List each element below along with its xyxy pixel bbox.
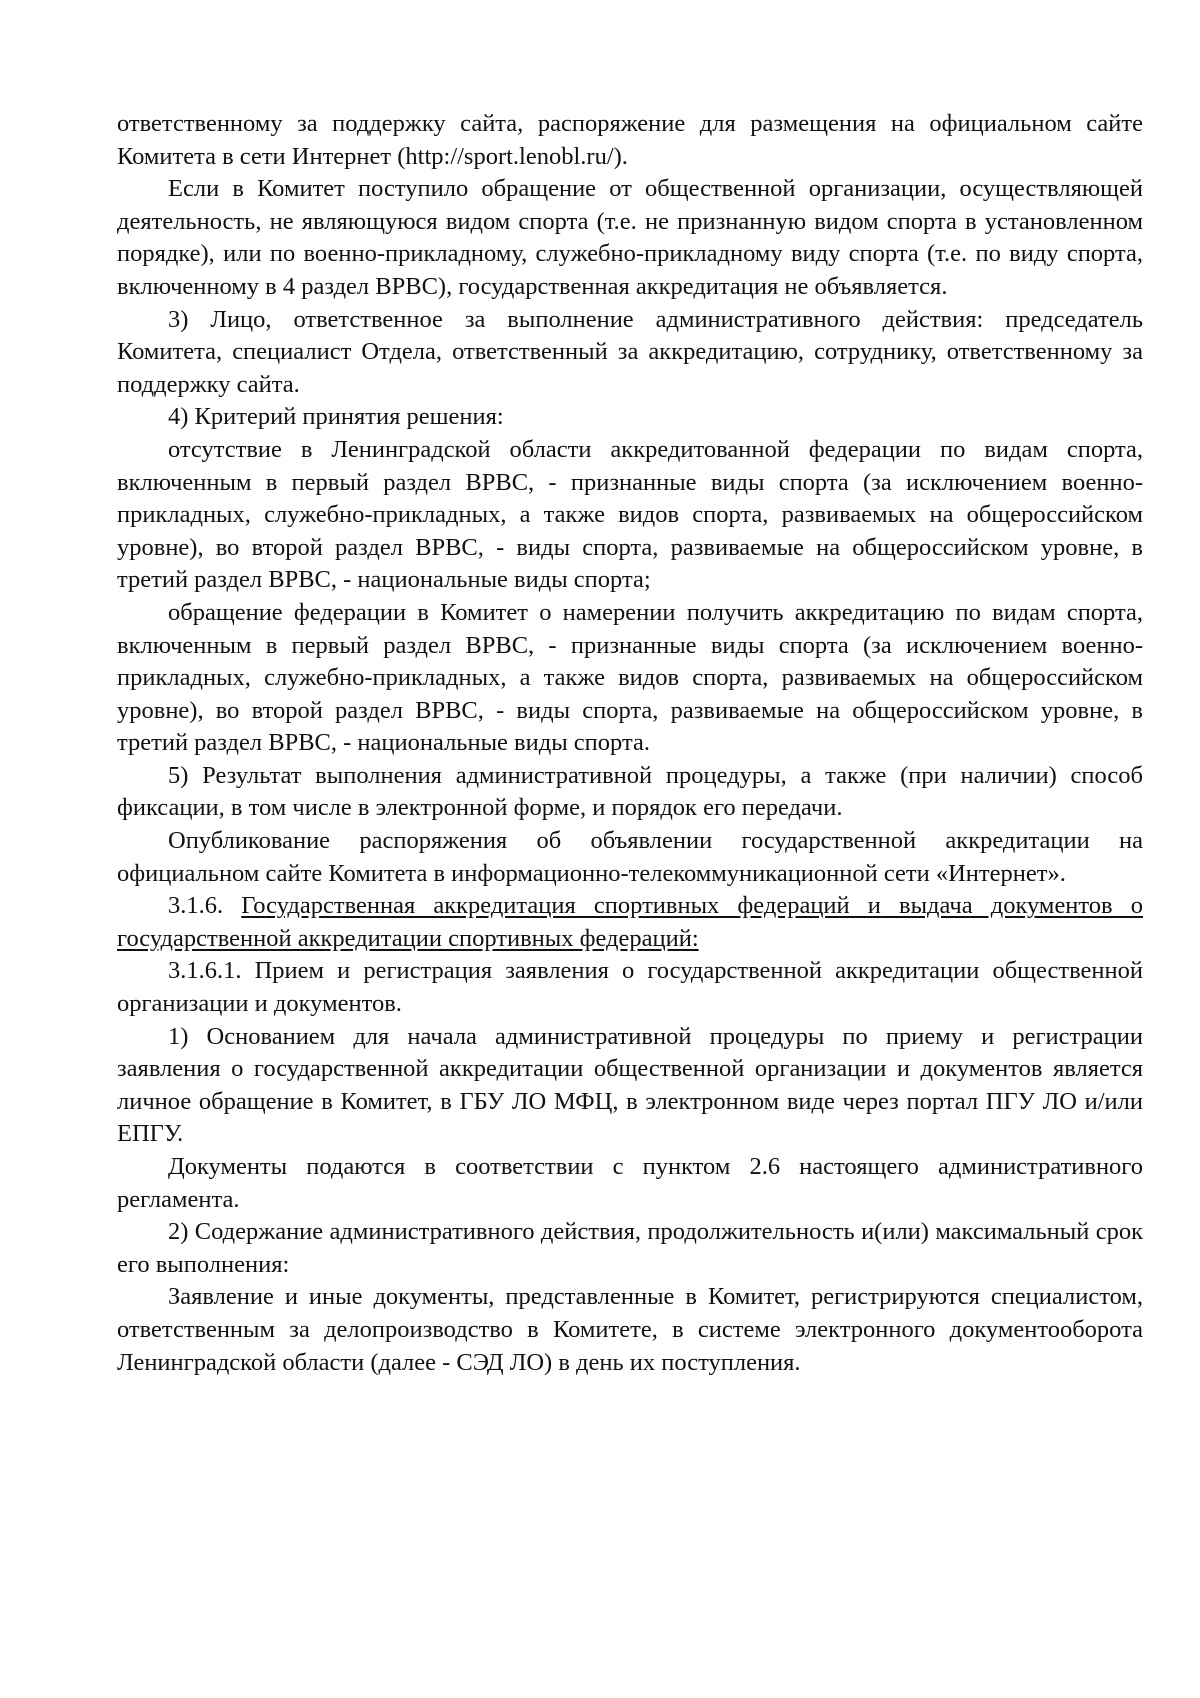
- section-title: Государственная аккредитация спортивных федераций и выдача документов о государственной аккредитации спортивных федераций:: [117, 892, 1144, 952]
- paragraph-registration: Заявление и иные документы, представленные в Комитет, регистрируются специалистом, ответственным за делопроизводство в Комитете, в системе электронного документооборота Ленинградской области (далее - СЭД ЛО) в день их поступления.: [117, 1283, 1143, 1376]
- document-page: [117, 108, 1143, 1379]
- paragraph-action-content: 2) Содержание административного действия, продолжительность и(или) максимальный срок его выполнения:: [117, 1218, 1143, 1278]
- paragraph-continuation: ответственному за поддержку сайта, распоряжение для размещения на официальном сайте Комитета в сети Интернет (http://sport.lenobl.ru/).: [117, 110, 1143, 170]
- section-heading-3-1-6: [117, 890, 1143, 955]
- paragraph-responsible-person: 3) Лицо, ответственное за выполнение административного действия: председатель Комитета, специалист Отдела, ответственный за аккредитацию, сотруднику, ответственному за поддержку сайта.: [117, 305, 1143, 398]
- paragraph-basis: 1) Основанием для начала административной процедуры по приему и регистрации заявления о государственной аккредитации общественной организации и документов является личное обращение в Комитет, в ГБУ ЛО МФЦ, в электронном виде через портал ПГУ ЛО и/или ЕПГУ.: [117, 1022, 1143, 1148]
- paragraph-result: 5) Результат выполнения административной процедуры, а также (при наличии) способ фиксации, в том числе в электронной форме, и порядок его передачи.: [117, 761, 1143, 822]
- paragraph-publication: Опубликование распоряжения об объявлении государственной аккредитации на официальном сайте Комитета в информационно-телекоммуникационной сети «Интернет».: [117, 827, 1143, 887]
- paragraph-3-1-6-1: 3.1.6.1. Прием и регистрация заявления о государственной аккредитации общественной организации и документов.: [117, 957, 1143, 1018]
- section-number: 3.1.6.: [168, 892, 224, 920]
- paragraph-criterion-request: обращение федерации в Комитет о намерении получить аккредитацию по видам спорта, включенным в первый раздел ВРВС, - признанные виды спорта (за исключением военно-прикладных, служебно-прикладных, а также видов спорта, развиваемых на общероссийском уровне), во второй раздел ВРВС, - виды спорта, развиваемые на общероссийском уровне, в третий раздел ВРВС, - национальные виды спорта.: [117, 598, 1143, 757]
- paragraph-decision-criterion: 4) Критерий принятия решения:: [168, 403, 504, 431]
- paragraph-criterion-absence: отсутствие в Ленинградской области аккредитованной федерации по видам спорта, включенным в первый раздел ВРВС, - признанные виды спорта (за исключением военно-прикладных, служебно-прикладных, а также видов спорта, развиваемых на общероссийском уровне), во второй раздел ВРВС, - виды спорта, развиваемые на общероссийском уровне, в третий раздел ВРВС, - национальные виды спорта;: [117, 435, 1143, 594]
- paragraph-documents-submitted: Документы подаются в соответствии с пунктом 2.6 настоящего административного регламента.: [117, 1153, 1143, 1213]
- paragraph-not-announced: Если в Комитет поступило обращение от общественной организации, осуществляющей деятельность, не являющуюся видом спорта (т.е. не признанную видом спорта в установленном порядке), или по военно-прикладному, служебно-прикладному виду спорта (т.е. по виду спорта, включенному в 4 раздел ВРВС), государственная аккредитация не объявляется.: [117, 175, 1143, 300]
